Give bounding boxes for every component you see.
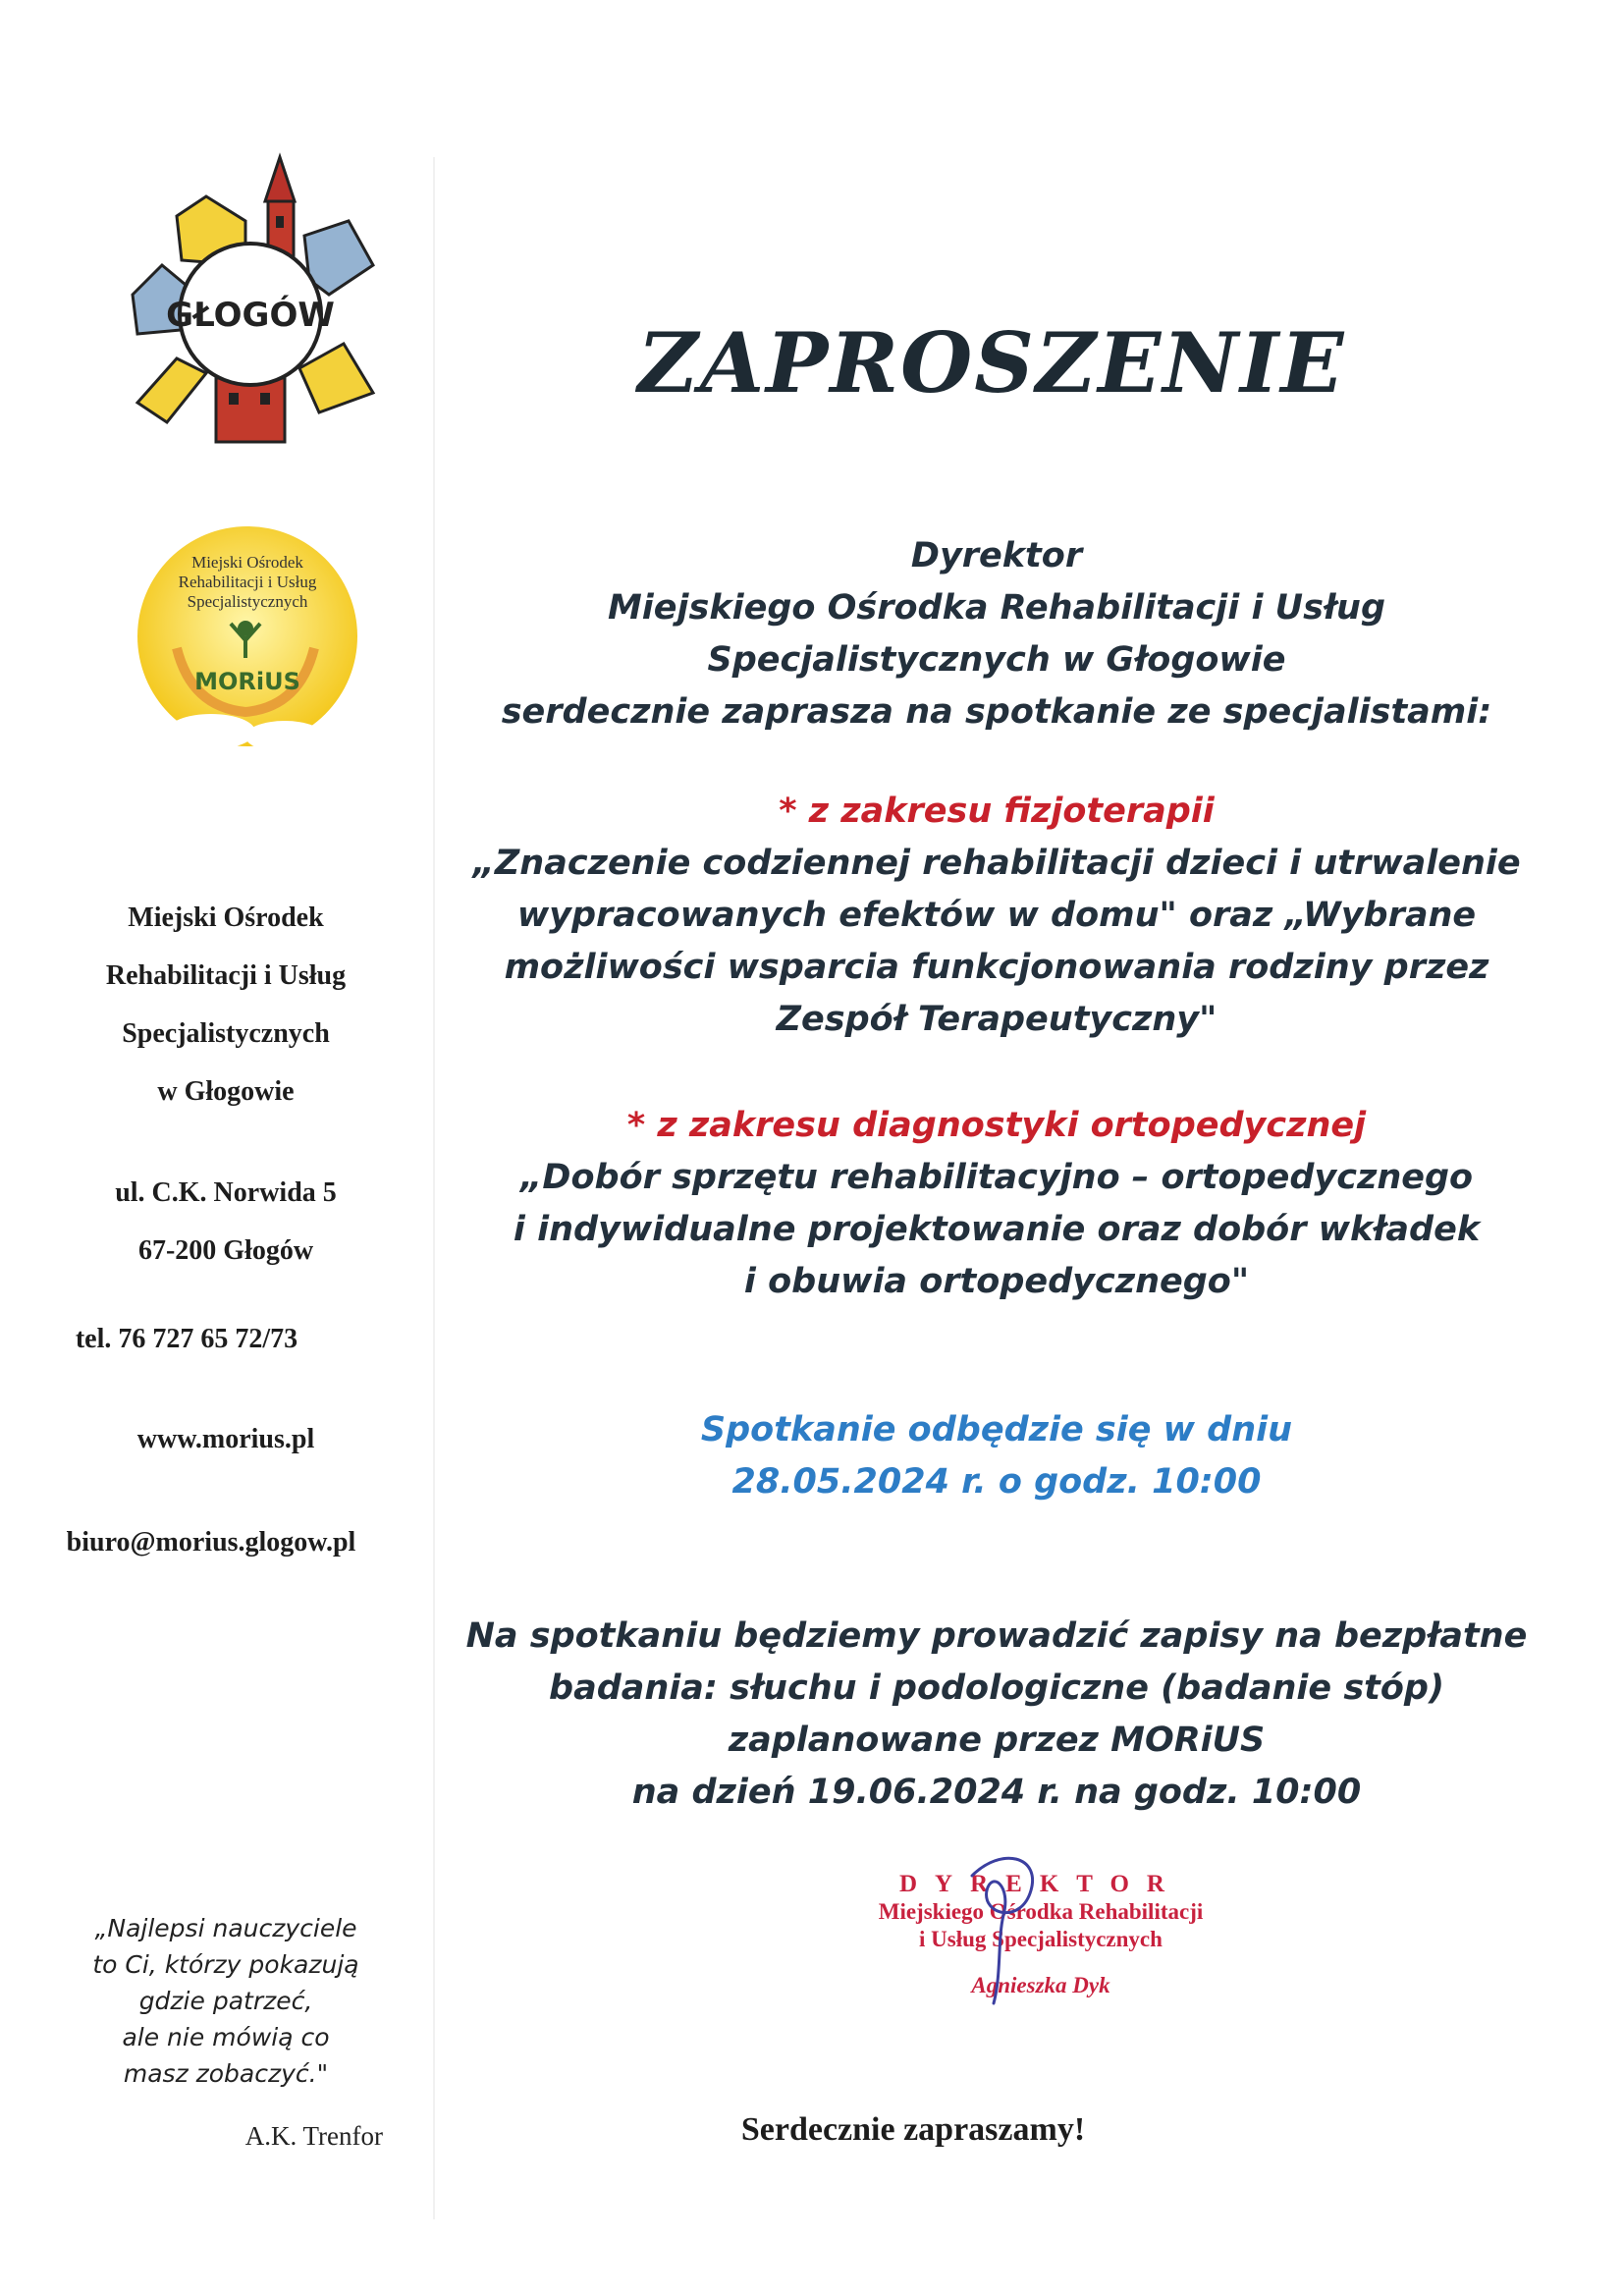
intro-line3: Specjalistycznych w Głogowie [707, 640, 1286, 680]
morius-logo [118, 520, 378, 756]
invitation-body [442, 0, 1600, 2296]
registration-line4: na dzień 19.06.2024 r. na godz. 10:00 [631, 1773, 1362, 1812]
intro-line4: serdecznie zaprasza na spotkanie ze specjalistami: [501, 692, 1492, 732]
address-street: ul. C.K. Norwida 5 [115, 1177, 337, 1208]
morius-logo-line3: Specjalistycznych [187, 592, 308, 611]
org-website: www.morius.pl [136, 1424, 315, 1454]
stamp-title: DYREKTOR [898, 1871, 1182, 1897]
registration-info [442, 1611, 1551, 1819]
org-name-line1: Miejski Ośrodek [128, 902, 324, 933]
stamp-line2: i Usług Specjalistycznych [919, 1927, 1163, 1951]
column-divider [433, 157, 435, 2219]
page-title: ZAPROSZENIE [637, 314, 1346, 411]
topic2-heading: * z zakresu diagnostyki ortopedycznej [626, 1106, 1367, 1145]
closing-text: Serdecznie zapraszamy! [740, 2111, 1086, 2148]
stamp-line1: Miejskiego Ośrodka Rehabilitacji [878, 1899, 1204, 1924]
topic2-line1: „Dobór sprzętu rehabilitacyjno – ortopedycznego [519, 1158, 1474, 1197]
morius-logo-line2: Rehabilitacji i Usług [178, 573, 317, 591]
org-name-line3: Specjalistycznych [122, 1018, 330, 1049]
topic1-line4: Zespół Terapeutyczny" [776, 1000, 1217, 1039]
org-name-line2: Rehabilitacji i Usług [105, 960, 347, 991]
quote-line4: ale nie mówią co [122, 2023, 330, 2051]
registration-line2: badania: słuchu i podologiczne (badanie stóp) [549, 1668, 1444, 1708]
org-address [29, 1164, 422, 1280]
topic1-heading: * z zakresu fizjoterapii [779, 792, 1215, 831]
sidebar [0, 0, 432, 2296]
topic2-line3: i obuwia ortopedycznego" [743, 1262, 1250, 1301]
intro-line2: Miejskiego Ośrodka Rehabilitacji i Usług [607, 588, 1386, 628]
intro-line1: Dyrektor [910, 536, 1083, 575]
topic1-line1: „Znaczenie codziennej rehabilitacji dzieci i utrwalenie [472, 844, 1521, 883]
glogow-city-logo [123, 147, 388, 452]
org-phone: tel. 76 727 65 72/73 [75, 1324, 298, 1354]
meeting-line1: Spotkanie odbędzie się w dniu [700, 1410, 1293, 1449]
org-name [29, 889, 422, 1121]
quote-line3: gdzie patrzeć, [138, 1987, 313, 2015]
topic1-line3: możliwości wsparcia funkcjonowania rodziny przez [504, 948, 1489, 987]
logo-glogow-text: GŁOGÓW [166, 296, 335, 335]
meeting-date [442, 1404, 1551, 1508]
meeting-line2: 28.05.2024 r. o godz. 10:00 [731, 1462, 1262, 1502]
registration-line1: Na spotkaniu będziemy prowadzić zapisy na bezpłatne [465, 1616, 1528, 1656]
handwritten-signature [933, 1846, 1070, 2013]
address-city: 67-200 Głogów [137, 1235, 314, 1266]
quote-line2: to Ci, którzy pokazują [92, 1950, 359, 1979]
morius-logo-brand: MORiUS [194, 668, 300, 695]
intro [442, 530, 1551, 738]
quote-line1: „Najlepsi nauczyciele [94, 1914, 357, 1942]
topic-orthopedics [442, 1100, 1551, 1308]
org-name-line4: w Głogowie [157, 1076, 295, 1107]
stamp-name: Agnieszka Dyk [971, 1973, 1110, 1997]
quote-line5: masz zobaczyć." [123, 2059, 329, 2088]
quote-author: A.K. Trenfor [244, 2121, 383, 2151]
topic-physiotherapy [442, 786, 1551, 1046]
quote [59, 1910, 393, 2092]
topic2-line2: i indywidualne projektowanie oraz dobór wkładek [513, 1210, 1481, 1249]
org-email: biuro@morius.glogow.pl [66, 1527, 356, 1558]
topic1-line2: wypracowanych efektów w domu" oraz „Wybrane [516, 896, 1477, 935]
morius-logo-line1: Miejski Ośrodek [191, 553, 303, 572]
registration-line3: zaplanowane przez MORiUS [728, 1721, 1266, 1760]
